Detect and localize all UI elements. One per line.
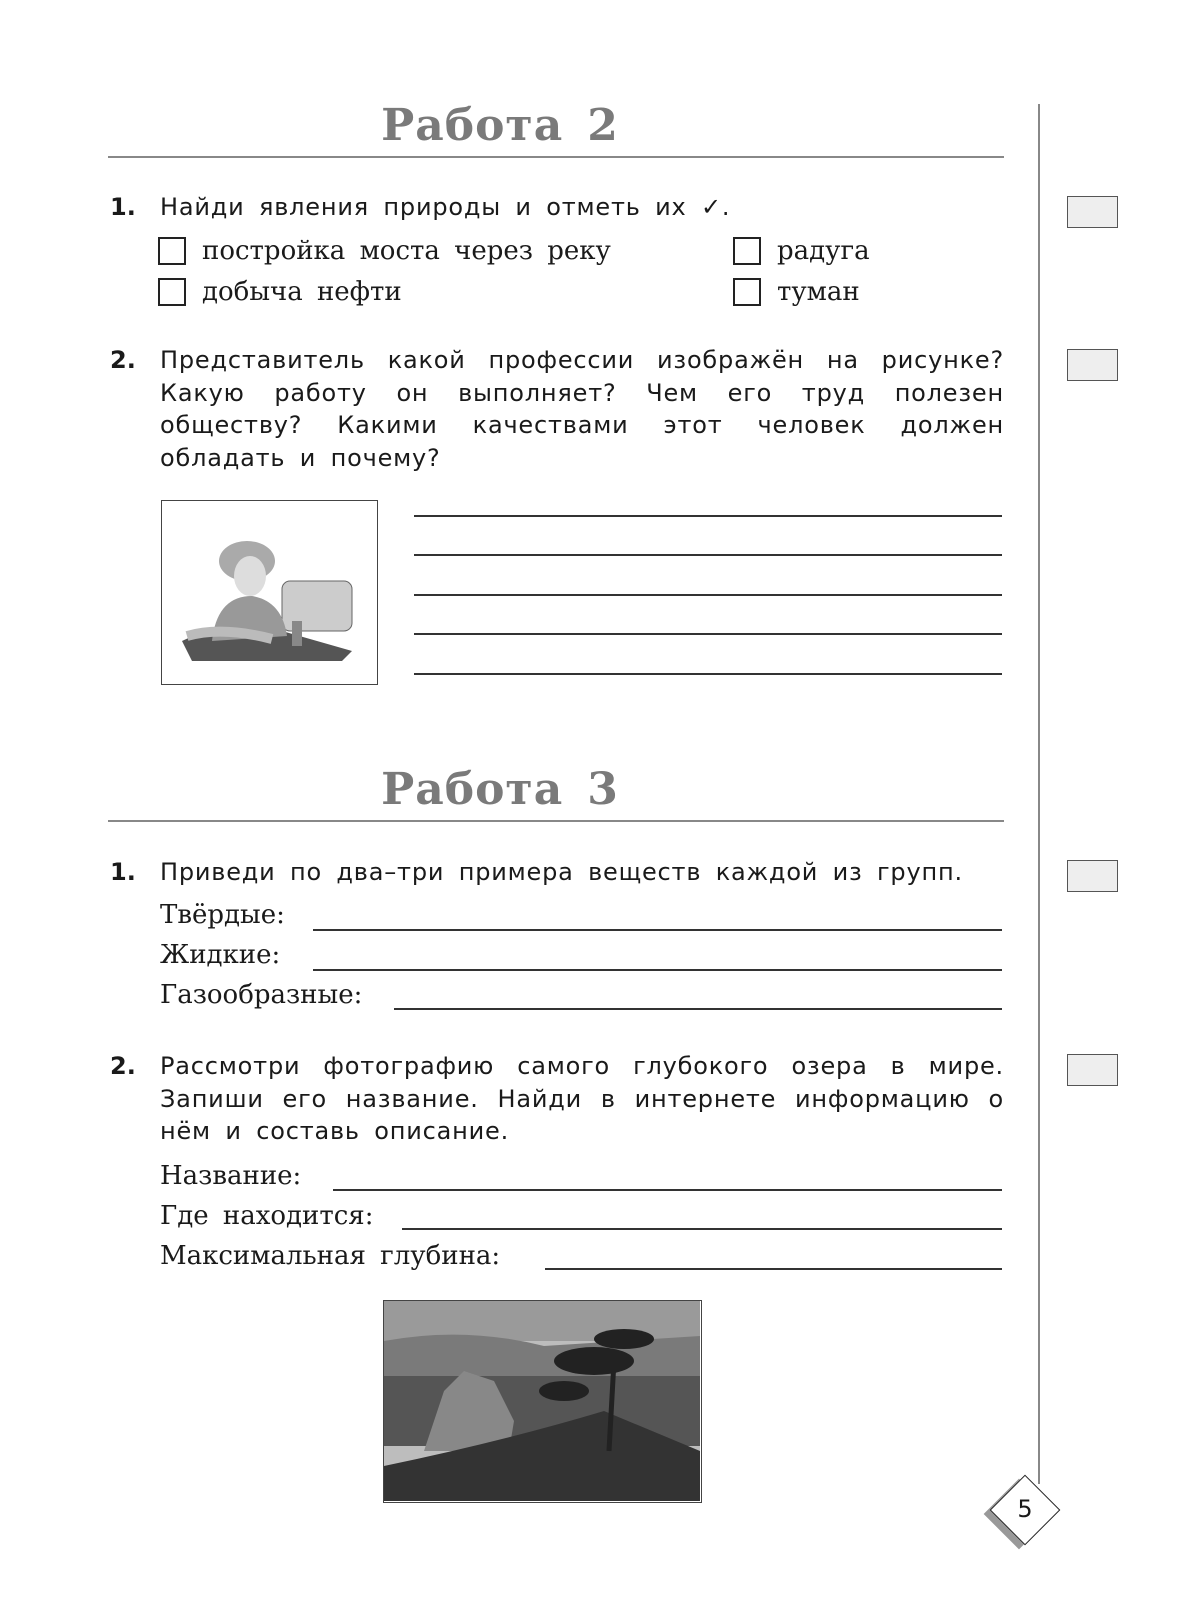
checkbox[interactable] bbox=[733, 237, 761, 265]
checkbox[interactable] bbox=[158, 278, 186, 306]
margin-divider bbox=[1038, 104, 1040, 1484]
score-box[interactable] bbox=[1067, 860, 1118, 892]
option-label: радуга bbox=[777, 236, 870, 266]
question-number: 2. bbox=[110, 346, 136, 374]
question-text: Приведи по два–три примера веществ каждой из групп. bbox=[160, 858, 963, 886]
score-box[interactable] bbox=[1067, 196, 1118, 228]
score-box[interactable] bbox=[1067, 1054, 1118, 1086]
answer-line[interactable] bbox=[414, 594, 1002, 596]
question-text: Представитель какой профессии изображён на рисунке? Какую работу он выполняет? Чем его труд полезен обществу? Какими качествами этот человек должен обладать и почему? bbox=[160, 346, 1004, 472]
checkbox[interactable] bbox=[158, 237, 186, 265]
label-location: Где находится: bbox=[160, 1201, 374, 1231]
label-max-depth: Максимальная глубина: bbox=[160, 1241, 501, 1271]
answer-line[interactable] bbox=[414, 554, 1002, 556]
work2-question-2 bbox=[110, 344, 1004, 474]
option-fog[interactable] bbox=[733, 277, 860, 307]
label-name: Название: bbox=[160, 1161, 302, 1191]
work3-question-1 bbox=[110, 856, 1004, 889]
answer-line[interactable] bbox=[313, 969, 1002, 971]
question-text: Найди явления природы и отметь их ✓. bbox=[160, 193, 731, 221]
work3-heading bbox=[0, 764, 1000, 815]
option-label: туман bbox=[777, 277, 860, 307]
label-gas: Газообразные: bbox=[160, 980, 363, 1010]
page-number: 5 bbox=[1017, 1495, 1033, 1523]
heading-number: 3 bbox=[587, 764, 619, 815]
heading-rule bbox=[108, 156, 1004, 158]
question-number: 1. bbox=[110, 193, 136, 221]
answer-line[interactable] bbox=[414, 633, 1002, 635]
question-number: 2. bbox=[110, 1052, 136, 1080]
checkbox[interactable] bbox=[733, 278, 761, 306]
answer-line[interactable] bbox=[545, 1268, 1002, 1270]
answer-line[interactable] bbox=[313, 929, 1002, 931]
work2-question-1 bbox=[110, 191, 1004, 224]
option-label: добыча нефти bbox=[202, 277, 402, 307]
question-number: 1. bbox=[110, 858, 136, 886]
option-label: постройка моста через реку bbox=[202, 236, 611, 266]
answer-line[interactable] bbox=[402, 1228, 1002, 1230]
heading-number: 2 bbox=[587, 100, 619, 151]
answer-line[interactable] bbox=[414, 673, 1002, 675]
option-bridge[interactable] bbox=[158, 236, 611, 266]
heading-word: Работа bbox=[381, 100, 564, 151]
heading-word: Работа bbox=[381, 764, 564, 815]
answer-line[interactable] bbox=[414, 515, 1002, 517]
option-rainbow[interactable] bbox=[733, 236, 870, 266]
work3-question-2 bbox=[110, 1050, 1004, 1148]
score-box[interactable] bbox=[1067, 349, 1118, 381]
work2-heading bbox=[0, 100, 1000, 151]
answer-line[interactable] bbox=[394, 1008, 1002, 1010]
question-text: Рассмотри фотографию самого глубокого озера в мире. Запиши его название. Найди в интернете информацию о нём и составь описание. bbox=[160, 1052, 1004, 1145]
label-solid: Твёрдые: bbox=[160, 900, 285, 930]
seamstress-illustration bbox=[161, 500, 378, 685]
answer-line[interactable] bbox=[333, 1189, 1002, 1191]
heading-rule bbox=[108, 820, 1004, 822]
page-number-badge bbox=[1000, 1485, 1054, 1539]
option-oil[interactable] bbox=[158, 277, 402, 307]
lake-photo bbox=[383, 1300, 702, 1503]
label-liquid: Жидкие: bbox=[160, 940, 281, 970]
